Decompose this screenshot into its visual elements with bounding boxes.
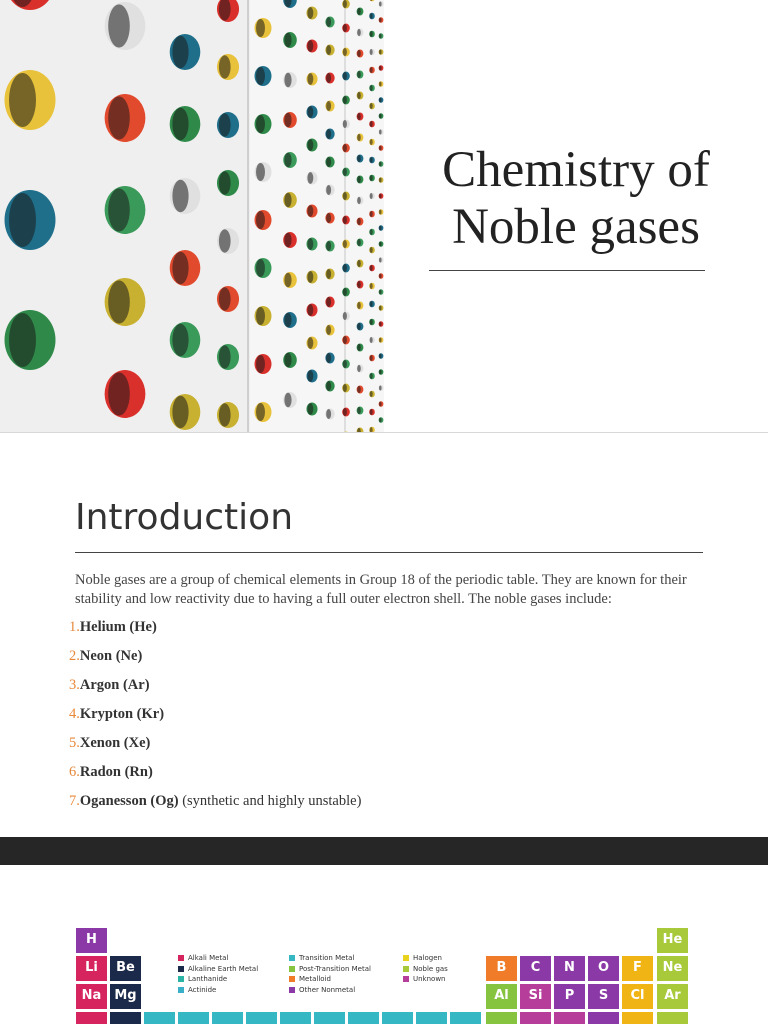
element-cell-partial — [280, 1012, 311, 1024]
photo-hole-shadow — [379, 401, 382, 406]
element-cell-partial — [554, 1012, 585, 1024]
legend-item — [403, 954, 448, 965]
element-symbol: He — [662, 932, 683, 947]
legend-swatch — [403, 955, 409, 961]
photo-hole-shadow — [379, 49, 382, 54]
photo-hole-shadow — [326, 129, 331, 139]
list-item: 3.Argon (Ar) — [69, 677, 150, 693]
photo-hole-shadow — [256, 19, 265, 37]
photo-hole-shadow — [219, 403, 231, 426]
photo-hole-shadow — [108, 96, 130, 139]
element-cell-partial — [246, 1012, 277, 1024]
element-symbol: Ar — [664, 988, 681, 1003]
legend-label: Alkaline Earth Metal — [188, 964, 259, 973]
photo-hole-shadow — [379, 193, 382, 198]
photo-hole-shadow — [307, 205, 313, 217]
photo-hole-shadow — [108, 372, 130, 415]
photo-hole-shadow — [284, 273, 291, 287]
photo-hole-shadow — [219, 345, 231, 368]
photo-hole-shadow — [343, 240, 347, 248]
photo-hole-shadow — [379, 209, 382, 214]
photo-hole-shadow — [9, 313, 36, 367]
photo-hole-shadow — [379, 273, 382, 278]
legend-label: Halogen — [413, 954, 442, 962]
photo-hole-shadow — [9, 73, 36, 127]
photo-hole-shadow — [307, 172, 313, 184]
photo-hole-shadow — [256, 307, 265, 325]
legend-item — [403, 965, 448, 976]
photo-hole-shadow — [343, 168, 347, 176]
photo-hole-shadow — [370, 49, 373, 55]
element-cell-ar — [657, 984, 688, 1009]
photo-hole-shadow — [357, 134, 361, 141]
photo-hole-shadow — [9, 193, 36, 247]
title-divider — [429, 270, 705, 271]
element-cell-b — [486, 956, 517, 981]
photo-hole-shadow — [370, 13, 373, 19]
photo-hole-shadow — [256, 211, 265, 229]
slide-title — [384, 142, 768, 256]
photo-hole-shadow — [370, 193, 373, 199]
photo-hole-shadow — [357, 302, 361, 309]
introduction-slide — [0, 433, 768, 837]
photo-hole-shadow — [307, 238, 313, 250]
legend-swatch — [289, 987, 295, 993]
photo-hole-shadow — [326, 297, 331, 307]
noble-gas-list — [69, 618, 361, 821]
legend-label: Post-Transition Metal — [299, 964, 371, 973]
element-cell-partial — [382, 1012, 413, 1024]
element-symbol: Na — [81, 988, 102, 1003]
photo-hole-shadow — [370, 85, 373, 91]
photo-hole-shadow — [307, 370, 313, 382]
element-symbol: B — [496, 960, 507, 975]
photo-hole-shadow — [379, 33, 382, 38]
photo-hole-shadow — [307, 337, 313, 349]
legend-item — [289, 954, 371, 965]
photo-hole-shadow — [379, 337, 382, 342]
photo-hole-shadow — [357, 407, 361, 414]
photo-hole-shadow — [357, 176, 361, 183]
photo-hole-shadow — [357, 218, 361, 225]
photo-hole-shadow — [307, 304, 313, 316]
photo-hole-shadow — [307, 403, 313, 415]
legend-swatch — [178, 987, 184, 993]
element-cell-partial — [144, 1012, 175, 1024]
photo-hole-shadow — [370, 283, 373, 289]
element-cell-al — [486, 984, 517, 1009]
photo-hole-shadow — [343, 360, 347, 368]
photo-hole-shadow — [326, 381, 331, 391]
title-block — [384, 0, 768, 432]
legend-swatch — [178, 955, 184, 961]
element-cell-p — [554, 984, 585, 1009]
legend-label: Unknown — [413, 975, 446, 983]
photo-hole-shadow — [307, 7, 313, 19]
photo-hole-shadow — [108, 4, 130, 47]
element-symbol: N — [564, 960, 575, 975]
colorful-holes-photo — [0, 0, 384, 432]
photo-hole-shadow — [357, 323, 361, 330]
element-cell-partial — [314, 1012, 345, 1024]
photo-hole-shadow — [370, 229, 373, 235]
element-cell-partial — [657, 1012, 688, 1024]
photo-hole-shadow — [370, 67, 373, 73]
element-cell-partial — [520, 1012, 551, 1024]
photo-hole-shadow — [357, 155, 361, 162]
photo-hole-shadow — [357, 113, 361, 120]
photo-hole-shadow — [370, 265, 373, 271]
legend-item — [289, 986, 371, 997]
element-symbol: Li — [85, 960, 98, 975]
photo-hole-shadow — [370, 103, 373, 109]
element-cell-partial — [622, 1012, 653, 1024]
photo-hole-shadow — [379, 81, 382, 86]
element-cell-mg — [110, 984, 141, 1009]
photo-hole-shadow — [379, 385, 382, 390]
photo-hole-shadow — [326, 101, 331, 111]
legend-item — [289, 965, 371, 976]
photo-hole-shadow — [172, 396, 188, 428]
title-slide — [0, 0, 768, 433]
photo-hole-shadow — [370, 373, 373, 379]
legend-item — [178, 986, 258, 997]
photo-hole-shadow — [284, 353, 291, 367]
photo-hole-shadow — [370, 31, 373, 37]
photo-hole-shadow — [370, 175, 373, 181]
element-cell-partial — [416, 1012, 447, 1024]
legend-label: Lanthanide — [188, 975, 228, 983]
legend-swatch — [403, 976, 409, 982]
photo-hole-shadow — [326, 157, 331, 167]
photo-hole-shadow — [370, 301, 373, 307]
photo-hole-shadow — [379, 417, 382, 422]
legend-item — [178, 975, 258, 986]
intro-paragraph: Noble gases are a group of chemical elements in Group 18 of the periodic table. They are known for their stability and low reactivity due to having a full outer electron shell. The noble gases include: — [75, 572, 687, 607]
list-item: 6.Radon (Rn) — [69, 764, 153, 780]
photo-hole-shadow — [379, 1, 382, 6]
element-symbol: O — [597, 960, 610, 975]
photo-hole-shadow — [326, 241, 331, 251]
photo-hole-shadow — [219, 55, 231, 78]
element-symbol: Cl — [630, 988, 645, 1003]
element-symbol: P — [564, 988, 575, 1003]
element-cell-ne — [657, 956, 688, 981]
photo-hole-shadow — [357, 344, 361, 351]
photo-hole-shadow — [357, 386, 361, 393]
photo-hole-shadow — [343, 0, 347, 8]
element-cell-be — [110, 956, 141, 981]
photo-hole-shadow — [326, 325, 331, 335]
photo-hole-shadow — [370, 355, 373, 361]
legend-label: Actinide — [188, 985, 217, 994]
photo-hole-shadow — [370, 319, 373, 325]
legend-label: Other Nonmetal — [299, 985, 356, 994]
photo-hole-shadow — [108, 188, 130, 231]
legend-label: Alkali Metal — [188, 954, 229, 962]
photo-hole-shadow — [219, 171, 231, 194]
photo-hole-shadow — [284, 313, 291, 327]
photo-hole-shadow — [343, 264, 347, 272]
element-cell-partial — [486, 1012, 517, 1024]
photo-hole-shadow — [343, 216, 347, 224]
photo-hole-shadow — [108, 280, 130, 323]
element-symbol: C — [530, 960, 541, 975]
legend-swatch — [289, 976, 295, 982]
photo-hole-shadow — [256, 67, 265, 85]
photo-hole-shadow — [307, 106, 313, 118]
legend-item — [178, 965, 258, 976]
photo-hole-shadow — [307, 271, 313, 283]
photo-hole-shadow — [256, 259, 265, 277]
element-symbol: F — [633, 960, 642, 975]
photo-hole-shadow — [284, 233, 291, 247]
legend-item — [178, 954, 258, 965]
legend-swatch — [289, 966, 295, 972]
legend-swatch — [403, 966, 409, 972]
photo-hole-shadow — [172, 252, 188, 284]
photo-hole-shadow — [379, 145, 382, 150]
photo-hole-shadow — [326, 17, 331, 27]
photo-hole-shadow — [357, 71, 361, 78]
photo-hole-shadow — [379, 353, 382, 358]
photo-hole-shadow — [172, 180, 188, 212]
legend-item — [403, 975, 448, 986]
photo-hole-shadow — [379, 321, 382, 326]
photo-hole-shadow — [284, 33, 291, 47]
photo-hole-shadow — [172, 324, 188, 356]
photo-hole-shadow — [284, 393, 291, 407]
photo-hole-shadow — [326, 45, 331, 55]
photo-hole-shadow — [370, 211, 373, 217]
legend-swatch — [178, 966, 184, 972]
photo-hole-shadow — [256, 403, 265, 421]
photo-hole-shadow — [379, 241, 382, 246]
photo-hole-shadow — [284, 153, 291, 167]
photo-hole-shadow — [379, 65, 382, 70]
element-cell-partial — [212, 1012, 243, 1024]
list-item: 4.Krypton (Kr) — [69, 706, 165, 722]
photo-hole-shadow — [357, 239, 361, 246]
photo-hole-shadow — [326, 269, 331, 279]
photo-hole-shadow — [357, 365, 361, 372]
photo-hole-shadow — [307, 40, 313, 52]
element-cell-na — [76, 984, 107, 1009]
photo-hole-shadow — [357, 29, 361, 36]
legend-column-3 — [403, 954, 448, 986]
element-symbol: Si — [528, 988, 543, 1003]
legend-column-2 — [289, 954, 371, 996]
photo-hole-shadow — [379, 225, 382, 230]
photo-hole-shadow — [357, 260, 361, 267]
photo-hole-shadow — [379, 369, 382, 374]
legend-column-1 — [178, 954, 258, 996]
photo-hole-shadow — [357, 50, 361, 57]
photo-hole-shadow — [284, 193, 291, 207]
photo-hole-shadow — [343, 96, 347, 104]
element-cell-partial — [178, 1012, 209, 1024]
element-cell-partial — [588, 1012, 619, 1024]
photo-hole-shadow — [343, 144, 347, 152]
element-cell-cl — [622, 984, 653, 1009]
photo-hole-shadow — [379, 177, 382, 182]
photo-hole-shadow — [256, 163, 265, 181]
photo-hole-shadow — [256, 115, 265, 133]
photo-hole-shadow — [370, 121, 373, 127]
photo-hole-shadow — [357, 8, 361, 15]
slide-separator-band — [0, 837, 768, 865]
photo-hole-shadow — [370, 247, 373, 253]
element-cell-li — [76, 956, 107, 981]
legend-swatch — [289, 955, 295, 961]
legend-label: Metalloid — [299, 975, 331, 983]
photo-hole-shadow — [326, 353, 331, 363]
intro-heading: Introduction — [75, 497, 294, 538]
photo-hole-shadow — [343, 312, 347, 320]
element-symbol: H — [86, 932, 97, 947]
element-cell-si — [520, 984, 551, 1009]
photo-hole-shadow — [379, 257, 382, 262]
photo-hole-shadow — [326, 73, 331, 83]
photo-hole-shadow — [326, 185, 331, 195]
legend-label: Transition Metal — [299, 954, 355, 962]
element-symbol: Al — [494, 988, 509, 1003]
element-cell-s — [588, 984, 619, 1009]
element-symbol: Be — [116, 960, 135, 975]
photo-hole-shadow — [370, 157, 373, 163]
photo-hole-shadow — [379, 17, 382, 22]
photo-hole-shadow — [307, 139, 313, 151]
photo-hole-shadow — [357, 281, 361, 288]
element-cell-n — [554, 956, 585, 981]
photo-hole-shadow — [357, 197, 361, 204]
photo-hole-shadow — [343, 72, 347, 80]
photo-hole-shadow — [343, 24, 347, 32]
intro-divider — [75, 552, 703, 553]
photo-hole-shadow — [370, 139, 373, 145]
legend-swatch — [178, 976, 184, 982]
photo-hole-shadow — [256, 355, 265, 373]
photo-hole-shadow — [379, 113, 382, 118]
title-line-1: Chemistry of — [442, 142, 710, 198]
photo-hole-shadow — [219, 287, 231, 310]
legend-item — [289, 975, 371, 986]
photo-hole-shadow — [379, 129, 382, 134]
photo-hole-shadow — [172, 36, 188, 68]
photo-hole-shadow — [357, 92, 361, 99]
photo-hole-shadow — [343, 120, 347, 128]
photo-hole-shadow — [343, 408, 347, 416]
element-cell-partial — [76, 1012, 107, 1024]
element-symbol: Ne — [662, 960, 683, 975]
photo-hole-shadow — [326, 213, 331, 223]
element-cell-partial — [348, 1012, 379, 1024]
list-item: 1.Helium (He) — [69, 619, 157, 635]
photo-hole-shadow — [379, 289, 382, 294]
legend-label: Noble gas — [413, 964, 448, 973]
photo-hole-shadow — [326, 409, 331, 419]
list-item: 2.Neon (Ne) — [69, 648, 143, 664]
photo-hole-shadow — [343, 288, 347, 296]
photo-hole-shadow — [343, 48, 347, 56]
photo-hole-shadow — [172, 108, 188, 140]
photo-hole-shadow — [379, 97, 382, 102]
photo-hole-shadow — [343, 336, 347, 344]
photo-hole-shadow — [284, 73, 291, 87]
photo-hole-shadow — [219, 229, 231, 252]
element-cell-he — [657, 928, 688, 953]
list-item: 7.Oganesson (Og) (synthetic and highly unstable) — [69, 793, 362, 809]
element-cell-partial — [450, 1012, 481, 1024]
photo-hole-shadow — [343, 384, 347, 392]
photo-hole-shadow — [370, 409, 373, 415]
element-cell-c — [520, 956, 551, 981]
element-cell-partial — [110, 1012, 141, 1024]
photo-hole-shadow — [370, 391, 373, 397]
photo-hole-shadow — [379, 305, 382, 310]
title-line-2: Noble gases — [452, 199, 700, 255]
element-cell-f — [622, 956, 653, 981]
photo-hole-shadow — [307, 73, 313, 85]
element-symbol: Mg — [114, 988, 137, 1003]
photo-hole-shadow — [284, 113, 291, 127]
photo-hole-shadow — [379, 161, 382, 166]
periodic-table-slide — [0, 865, 768, 1024]
photo-hole-shadow — [219, 113, 231, 136]
photo-hole-shadow — [370, 337, 373, 343]
element-cell-o — [588, 956, 619, 981]
list-item: 5.Xenon (Xe) — [69, 735, 151, 751]
photo-hole-shadow — [343, 192, 347, 200]
element-symbol: S — [598, 988, 609, 1003]
element-cell-h — [76, 928, 107, 953]
